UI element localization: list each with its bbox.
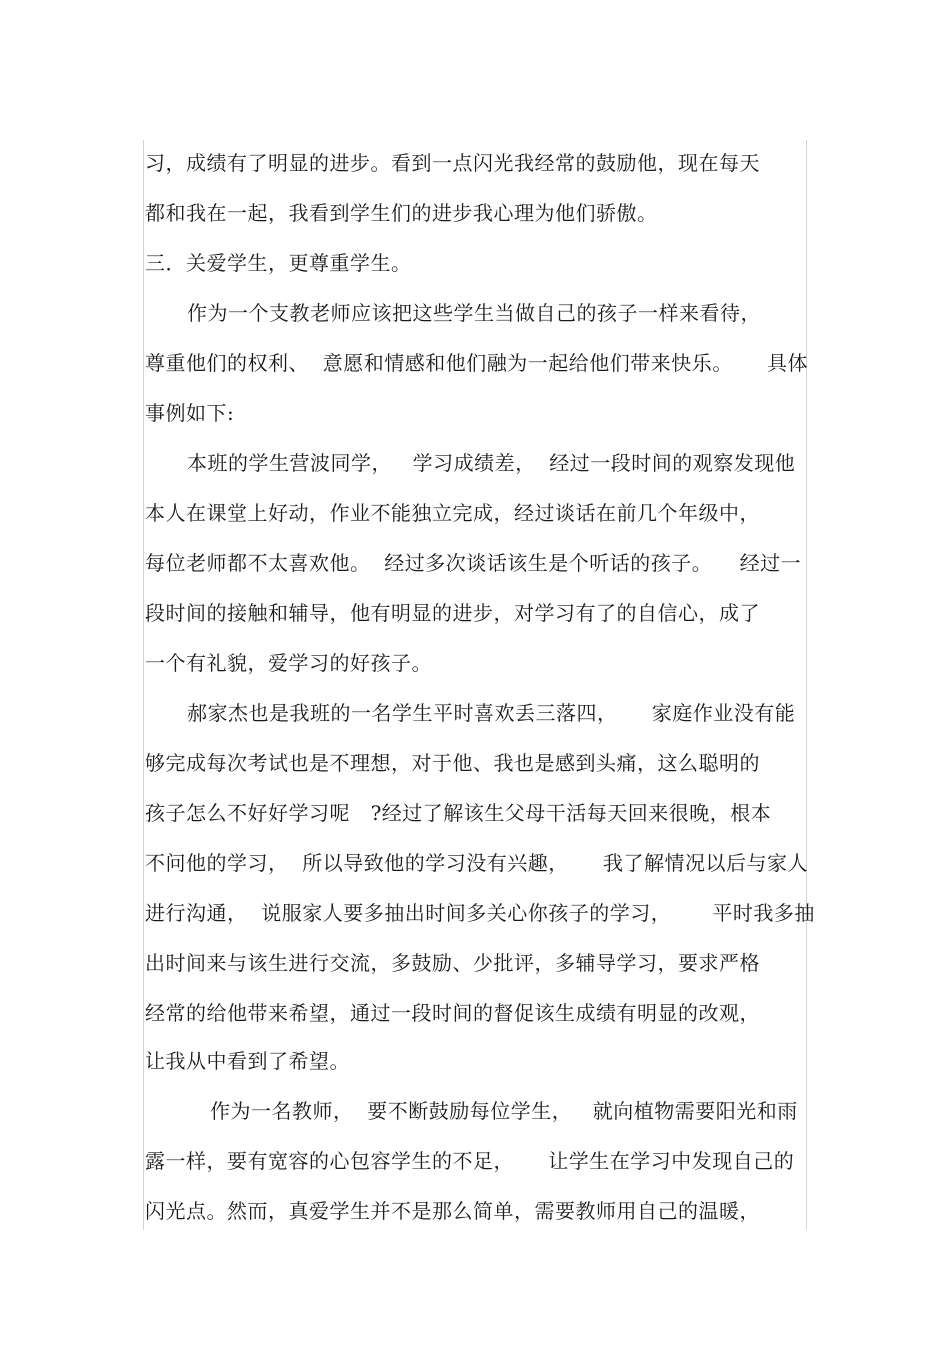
text-line: 一个有礼貌，爱学习的好孩子。 (145, 651, 432, 675)
text-line: 出时间来与该生进行交流，多鼓励、少批评，多辅导学习，要求严格 (145, 951, 760, 975)
text-line: 作为一个支教老师应该把这些学生当做自己的孩子一样来看待， (187, 301, 761, 325)
text-line: 本人在课堂上好动，作业不能独立完成，经过谈话在前几个年级中， (145, 501, 760, 525)
text-line: 不问他的学习， 所以导致他的学习没有兴趣， 我了解情况以后与家人 (145, 851, 809, 875)
text-line: 尊重他们的权利、 意愿和情感和他们融为一起给他们带来快乐。 具体 (145, 351, 809, 375)
text-line: 都和我在一起，我看到学生们的进步我心理为他们骄傲。 (145, 201, 658, 225)
text-line: 进行沟通， 说服家人要多抽出时间多关心你孩子的学习， 平时我多抽 (145, 901, 815, 925)
text-line: 闪光点。然而，真爱学生并不是那么简单，需要教师用自己的温暖， (145, 1199, 760, 1223)
text-line: 每位老师都不太喜欢他。 经过多次谈话该生是个听话的孩子。 经过一 (145, 551, 802, 575)
text-line: 经常的给他带来希望，通过一段时间的督促该生成绩有明显的改观， (145, 1001, 760, 1025)
text-line: 本班的学生营波同学， 学习成绩差， 经过一段时间的观察发现他 (187, 451, 796, 475)
right-margin-line (806, 140, 807, 1230)
text-line: 孩子怎么不好好学习呢 ?经过了解该生父母干活每天回来很晚，根本 (145, 801, 772, 825)
text-line: 郝家杰也是我班的一名学生平时喜欢丢三落四， 家庭作业没有能 (187, 701, 796, 725)
text-line: 露一样，要有宽容的心包容学生的不足， 让学生在学习中发现自己的 (145, 1149, 795, 1173)
text-line: 习，成绩有了明显的进步。看到一点闪光我经常的鼓励他，现在每天 (145, 151, 760, 175)
text-line: 让我从中看到了希望。 (145, 1049, 350, 1073)
text-line: 够完成每次考试也是不理想，对于他、我也是感到头痛，这么聪明的 (145, 751, 760, 775)
text-line: 段时间的接触和辅导，他有明显的进步，对学习有了的自信心，成了 (145, 601, 760, 625)
left-margin-line (143, 140, 144, 1230)
section-heading: 三．关爱学生，更尊重学生。 (145, 251, 412, 275)
text-line: 作为一名教师， 要不断鼓励每位学生， 就向植物需要阳光和雨 (210, 1099, 798, 1123)
text-line: 事例如下: (145, 401, 235, 425)
